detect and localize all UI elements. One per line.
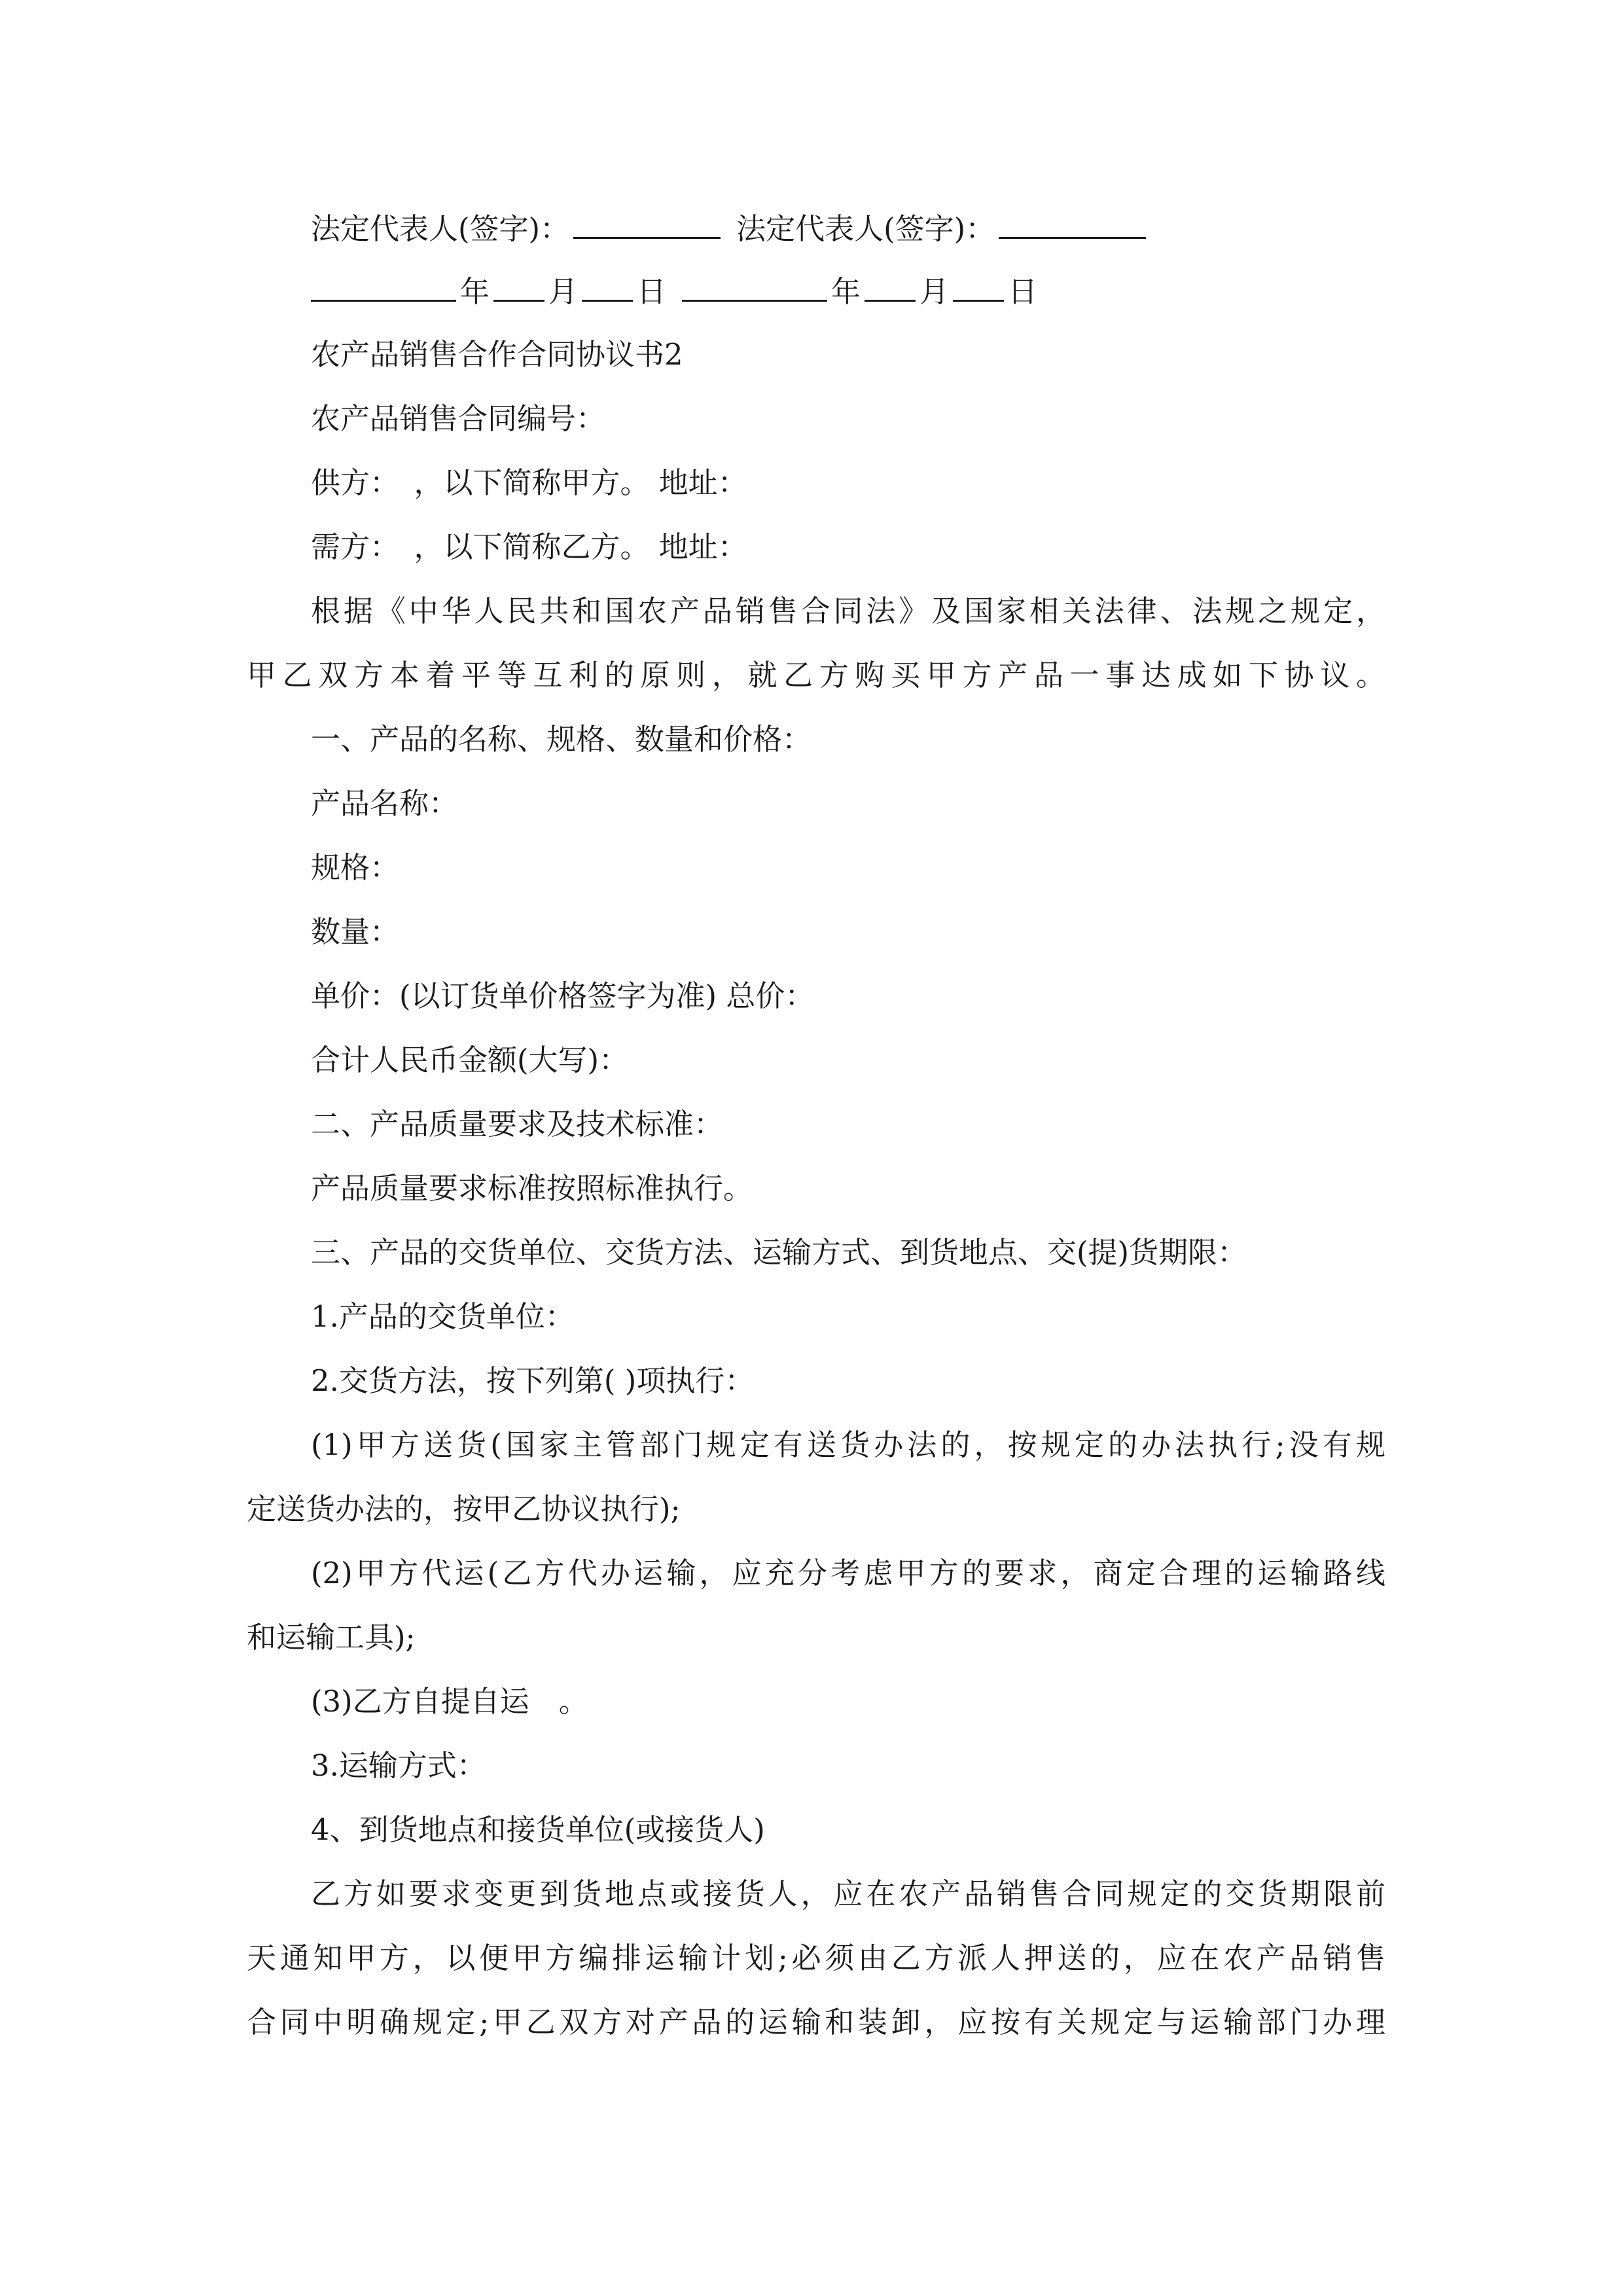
supplier-line: 供方： ，以下简称甲方。 地址： bbox=[311, 465, 747, 500]
section3-item4: 4、到货地点和接货单位(或接货人) bbox=[311, 1812, 765, 1847]
quantity-field: 数量： bbox=[311, 914, 400, 949]
month-label-a: 月 bbox=[548, 274, 579, 309]
delivery-option3: (3)乙方自提自运 。 bbox=[311, 1684, 588, 1719]
month-blank-b bbox=[865, 271, 916, 302]
rep-signature-blank-a bbox=[573, 208, 721, 239]
delivery-option2-line2: 和运输工具); bbox=[247, 1620, 416, 1655]
rep-label-party-b: 法定代表人(签字)： bbox=[736, 211, 995, 246]
document-title: 农产品销售合作合同协议书2 bbox=[311, 337, 683, 372]
section3-item1: 1.产品的交货单位： bbox=[311, 1299, 575, 1334]
year-blank-b bbox=[682, 271, 827, 302]
signature-date-line bbox=[311, 271, 1037, 310]
section3-heading: 三、产品的交货单位、交货方法、运输方式、到货地点、交(提)货期限： bbox=[311, 1235, 1247, 1270]
section2-body: 产品质量要求标准按照标准执行。 bbox=[311, 1171, 753, 1206]
delivery-option1-line2: 定送货办法的，按甲乙协议执行); bbox=[247, 1492, 681, 1526]
month-label-b: 月 bbox=[919, 274, 950, 309]
month-blank-a bbox=[493, 271, 544, 302]
spec-field: 规格： bbox=[311, 850, 400, 885]
day-blank-b bbox=[953, 271, 1004, 302]
section2-heading: 二、产品质量要求及技术标准： bbox=[311, 1107, 724, 1141]
signature-rep-line bbox=[311, 208, 1150, 247]
product-name-field: 产品名称： bbox=[311, 786, 459, 821]
section3-item3: 3.运输方式： bbox=[311, 1748, 486, 1783]
year-blank-a bbox=[311, 271, 456, 302]
intro-paragraph-line2: 甲乙双方本着平等互利的原则，就乙方购买甲方产品一事达成如下协议。 bbox=[247, 658, 1385, 692]
change-paragraph-line2: 天通知甲方，以便甲方编排运输计划;必须由乙方派人押送的，应在农产品销售 bbox=[247, 1941, 1385, 1975]
delivery-option2-line1: (2)甲方代运(乙方代办运输，应充分考虑甲方的要求，商定合理的运输路线 bbox=[311, 1556, 1385, 1590]
change-paragraph-line3: 合同中明确规定;甲乙双方对产品的运输和装卸，应按有关规定与运输部门办理 bbox=[247, 2005, 1385, 2039]
unit-price-field: 单价：(以订货单价格签字为准) 总价： bbox=[311, 978, 815, 1013]
day-label-a: 日 bbox=[637, 274, 667, 309]
rep-signature-blank-b bbox=[999, 208, 1146, 239]
buyer-line: 需方： ，以下简称乙方。 地址： bbox=[311, 529, 747, 564]
change-paragraph-line1: 乙方如要求变更到货地点或接货人，应在农产品销售合同规定的交货期限前 bbox=[311, 1876, 1385, 1911]
day-label-b: 日 bbox=[1008, 274, 1038, 309]
rep-label-party-a: 法定代表人(签字)： bbox=[311, 211, 570, 246]
section3-item2: 2.交货方法，按下列第( )项执行： bbox=[311, 1363, 755, 1398]
year-label-b: 年 bbox=[831, 274, 861, 309]
delivery-option1-line1: (1)甲方送货(国家主管部门规定有送货办法的，按规定的办法执行;没有规 bbox=[311, 1427, 1385, 1462]
intro-paragraph-line1: 根据《中华人民共和国农产品销售合同法》及国家相关法律、法规之规定， bbox=[311, 594, 1385, 628]
day-blank-a bbox=[582, 271, 633, 302]
contract-number: 农产品销售合同编号： bbox=[311, 401, 606, 436]
total-rmb-field: 合计人民币金额(大写)： bbox=[311, 1043, 629, 1077]
section1-heading: 一、产品的名称、规格、数量和价格： bbox=[311, 722, 812, 757]
year-label-a: 年 bbox=[460, 274, 490, 309]
